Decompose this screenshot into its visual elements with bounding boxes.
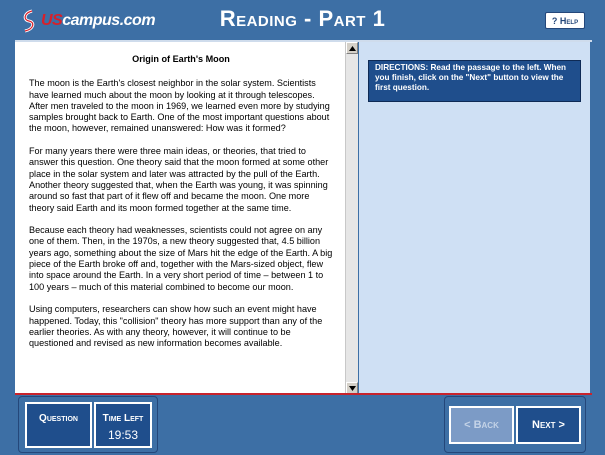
scroll-down-arrow-icon — [349, 386, 356, 391]
scroll-up-button[interactable] — [346, 42, 358, 54]
bottom-divider — [15, 393, 592, 395]
passage-pane[interactable] — [15, 42, 345, 394]
header — [0, 0, 605, 42]
passage-content — [15, 42, 345, 349]
logo-text: UScampus.com — [41, 12, 156, 29]
help-button[interactable]: ? Help — [545, 12, 585, 29]
question-pane — [359, 42, 590, 394]
scroll-up-arrow-icon — [349, 46, 356, 51]
passage-scrollbar[interactable] — [345, 42, 358, 394]
passage-paragraph-1: The moon is the Earth's closest neighbor in the solar system. Scientists have learned much about the moon by looking at it through telescopes. After men traveled to the moon in 1969, we learned even more by studying samples brought back to Earth. One of the most important questions about the moon, however, remained unanswered: How was it formed? — [29, 78, 330, 134]
back-button[interactable]: < Back — [449, 406, 514, 444]
passage-paragraph-4: Using computers, researchers can show how such an event might have happened. Today, this "collision" theory has more support than any of the earlier theories. As with any theory, however, it will continue to be questioned and revised as new information becomes available. — [29, 304, 323, 349]
next-button[interactable]: Next > — [516, 406, 581, 444]
passage-paragraph-2: For many years there were three main ideas, or theories, that tried to answer this question. One theory said that the moon formed at some other place in the solar system and later was attracted by the pull of the Earth. Another theory suggested that, when the Earth was young, it was spinning around so fast that part of it flew off and became the moon. One more theory said Earth and its moon formed together at the same time. — [29, 146, 329, 213]
page-title: Reading - Part 1 — [219, 6, 386, 31]
time-left-value: 19:53 — [107, 428, 139, 442]
passage-paragraph-3: Because each theory had weaknesses, scientists could not agree on any one of them. Then, in the 1970s, a new theory suggested that, 4.5 billion years ago, something about the size of Mars hit the edge of the Earth. A big piece of the Earth broke off and, together with the Mars-sized object, flew into space around the Earth. In a very short period of time – between 1 to 100 years – much of this material combined to become our moon. — [29, 225, 333, 292]
time-left-indicator — [94, 402, 152, 448]
directions-box: DIRECTIONS: Read the passage to the left. When you finish, click on the "Next" button to view the first question. — [368, 60, 581, 102]
question-indicator — [25, 402, 92, 448]
time-left-label: Time Left — [102, 413, 144, 424]
question-label: Question — [39, 413, 78, 424]
passage-title: Origin of Earth's Moon — [132, 54, 230, 64]
